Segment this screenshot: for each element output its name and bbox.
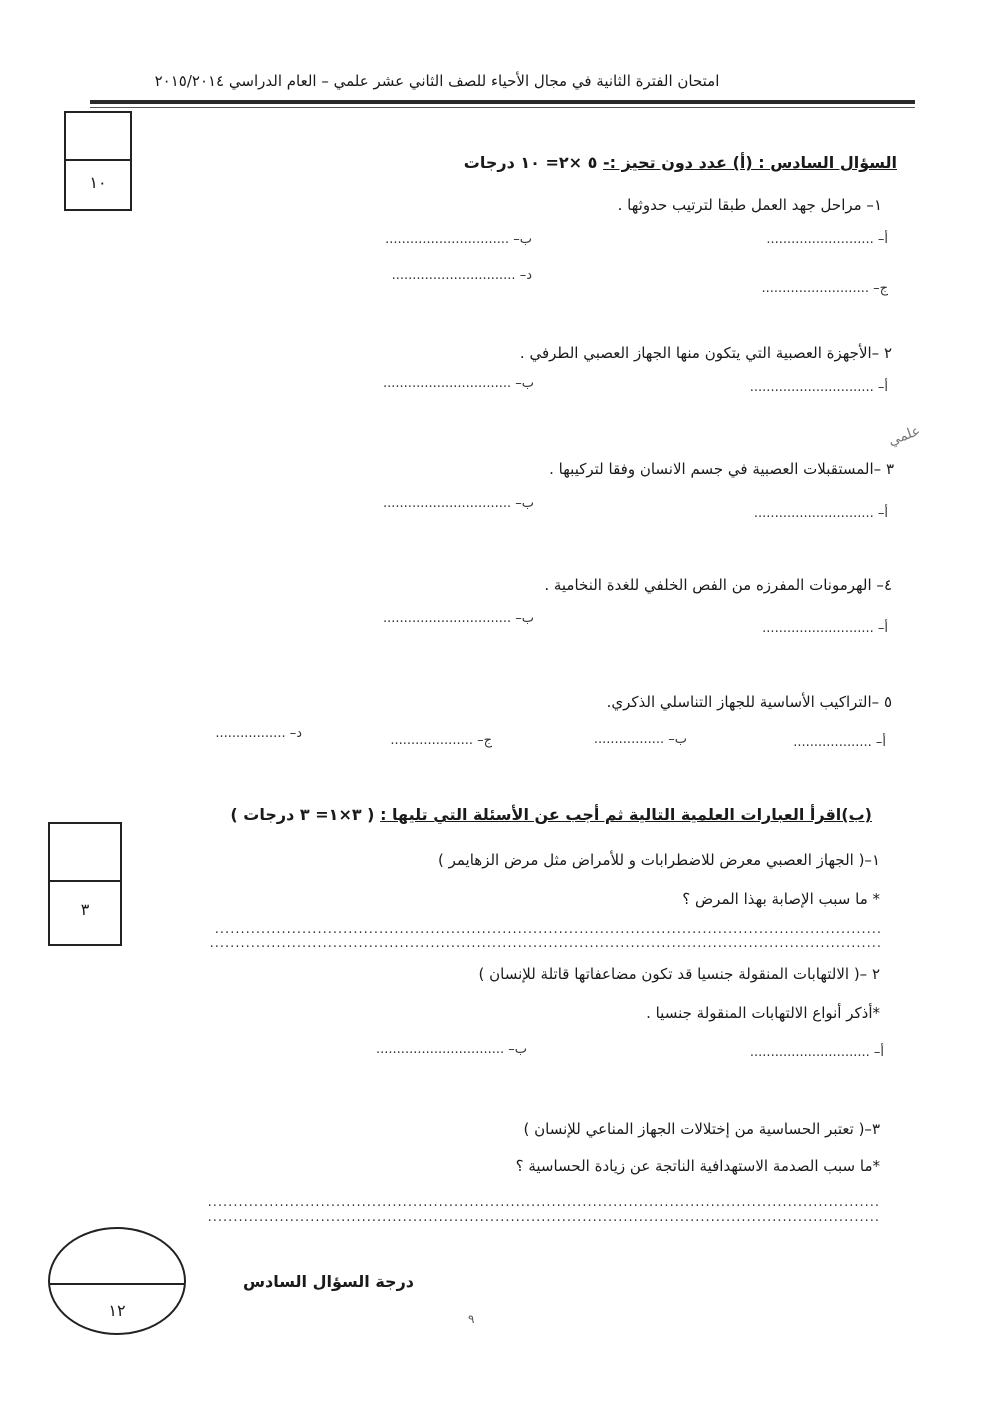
header-rule-thin: [90, 107, 915, 108]
answer-line[interactable]: ب– ...............................: [383, 376, 534, 391]
answer-line[interactable]: ...................................................................................................................................: [207, 1210, 880, 1225]
answer-line[interactable]: ..................................................................................................................................: [214, 922, 882, 937]
answer-line[interactable]: ...................................................................................................................................: [209, 936, 882, 951]
part-a-score: ١٠: [89, 173, 107, 192]
total-score-oval-divider: [50, 1283, 184, 1285]
margin-note: علمي: [886, 422, 923, 450]
answer-line[interactable]: ج– ....................: [390, 733, 492, 748]
header-rule-thick: [90, 100, 915, 104]
part-b-heading-text: (ب)اقرأ العبارات العلمية التالية ثم أجب عن الأسئلة التي تليها :: [380, 805, 872, 824]
part-a-item-1: ١– مراحل جهد العمل طبقا لترتيب حدوثها .: [617, 196, 882, 214]
answer-line[interactable]: أ– .............................: [749, 1045, 884, 1060]
total-score-label: درجة السؤال السادس: [242, 1272, 414, 1291]
part-b-question-3: *ما سبب الصدمة الاستهدافية الناتجة عن زيادة الحساسية ؟: [515, 1157, 880, 1175]
part-b-statement-2: ٢ –( الالتهابات المنقولة جنسيا قد تكون مضاعفاتها قاتلة للإنسان ): [478, 965, 880, 983]
part-b-marks: ( ٣×١= ٣ درجات ): [230, 805, 375, 824]
answer-line[interactable]: ...................................................................................................................................: [207, 1195, 880, 1210]
part-a-item-2: ٢ –الأجهزة العصبية التي يتكون منها الجهاز العصبي الطرفي .: [519, 344, 892, 362]
part-b-statement-3: ٣–( تعتبر الحساسية من إختلالات الجهاز المناعي للإنسان ): [523, 1120, 880, 1138]
part-a-score-box: [64, 111, 132, 211]
total-score-value: ١٢: [108, 1301, 126, 1320]
part-b-heading: [230, 805, 872, 824]
answer-line[interactable]: ب– .................: [593, 732, 687, 747]
answer-line[interactable]: ب– ..............................: [385, 232, 532, 247]
part-b-question-2: *أذكر أنواع الالتهابات المنقولة جنسيا .: [646, 1004, 880, 1022]
answer-line[interactable]: أ– ...................: [793, 735, 886, 750]
answer-line[interactable]: ب– ...............................: [383, 611, 534, 626]
part-a-marks: ٥ ×٢= ١٠ درجات: [463, 153, 598, 172]
score-box-divider: [66, 159, 130, 161]
part-b-score-box: [48, 822, 122, 946]
total-score-oval: [48, 1227, 186, 1335]
exam-header-title: امتحان الفترة الثانية في مجال الأحياء للصف الثاني عشر علمي – العام الدراسي ٢٠١٥/٢٠١٤: [154, 72, 720, 90]
answer-line[interactable]: ب– ...............................: [383, 496, 534, 511]
part-a-heading-text: السؤال السادس : (أ) عدد دون تحيز :-: [603, 153, 897, 172]
part-b-question-1: * ما سبب الإصابة بهذا المرض ؟: [682, 890, 880, 908]
part-a-heading: [464, 153, 897, 172]
answer-line[interactable]: ب– ...............................: [376, 1042, 527, 1057]
answer-line[interactable]: أ– ..........................: [766, 232, 888, 247]
page-number: ٩: [468, 1312, 475, 1326]
part-a-item-5: ٥ –التراكيب الأساسية للجهاز التناسلي الذكري.: [606, 693, 892, 711]
answer-line[interactable]: أ– ..............................: [749, 380, 888, 395]
answer-line[interactable]: د– .................: [215, 726, 302, 741]
part-b-statement-1: ١–( الجهاز العصبي معرض للاضطرابات و للأمراض مثل مرض الزهايمر ): [437, 851, 880, 869]
part-a-item-4: ٤– الهرمونات المفرزه من الفص الخلفي للغدة النخامية .: [544, 576, 892, 594]
score-box-divider: [50, 880, 120, 882]
part-b-score: ٣: [80, 900, 90, 919]
answer-line[interactable]: أ– .............................: [753, 506, 888, 521]
answer-line[interactable]: د– ..............................: [391, 268, 532, 283]
answer-line[interactable]: أ– ...........................: [762, 621, 888, 636]
part-a-item-3: ٣ –المستقبلات العصبية في جسم الانسان وفقا لتركيبها .: [549, 460, 894, 478]
answer-line[interactable]: ج– ..........................: [761, 281, 888, 296]
